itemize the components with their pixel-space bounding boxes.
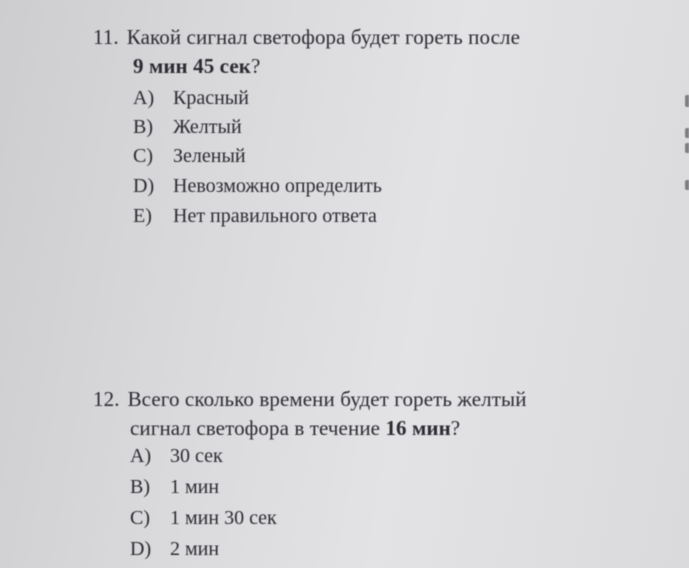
q11-option-d-letter: D) — [133, 175, 155, 197]
q12-option-a-text: 30 сек — [170, 445, 223, 467]
q11-option-c-letter: C) — [133, 145, 153, 167]
question-11-line2 — [133, 52, 260, 80]
question-11-line1 — [93, 23, 520, 51]
q12-option-a-letter: A) — [130, 445, 152, 467]
q12-option-d-letter: D) — [130, 538, 152, 560]
q12-option-b-text: 1 мин — [170, 476, 220, 498]
q11-option-b — [133, 113, 242, 141]
q12-option-c-letter: C) — [130, 507, 150, 529]
question-12-text-cont: сигнал светофора в течение — [130, 416, 386, 440]
q11-option-d — [133, 172, 382, 200]
q11-option-b-letter: B) — [133, 116, 153, 138]
q11-option-a-text: Красный — [173, 87, 249, 109]
question-12-text: Всего сколько времени будет гореть желтый — [127, 387, 527, 411]
q11-option-e-letter: E) — [133, 205, 152, 227]
edge-mark-3 — [685, 143, 689, 153]
q12-option-c — [130, 504, 277, 532]
q11-option-c-text: Зеленый — [173, 145, 246, 167]
q12-option-d-text: 2 мин — [170, 538, 220, 560]
q11-option-a — [133, 84, 249, 112]
q12-option-d — [130, 535, 219, 563]
q12-option-a — [130, 442, 223, 470]
edge-mark-2 — [685, 128, 689, 138]
q12-option-c-text: 1 мин 30 сек — [170, 507, 277, 529]
q11-option-b-text: Желтый — [173, 116, 242, 138]
question-11-mark: ? — [250, 54, 261, 78]
question-11-time: 9 мин 45 сек — [133, 54, 251, 78]
question-12-mark: ? — [450, 416, 461, 440]
question-12-line1 — [93, 385, 527, 413]
question-12-time: 16 мин — [385, 416, 451, 440]
q11-option-c — [133, 142, 246, 170]
edge-mark-1 — [685, 95, 689, 107]
q11-option-e-text: Нет правильного ответа — [173, 205, 377, 227]
q12-option-b — [130, 473, 219, 501]
question-12-line2 — [130, 414, 460, 442]
edge-mark-4 — [685, 180, 689, 190]
q11-option-a-letter: A) — [133, 87, 155, 109]
question-11-text: Какой сигнал светофора будет гореть после — [126, 25, 521, 49]
q12-option-b-letter: B) — [130, 476, 150, 498]
question-12-number: 12. — [93, 387, 120, 411]
q11-option-d-text: Невозможно определить — [173, 175, 382, 197]
question-11-number: 11. — [93, 25, 119, 49]
q11-option-e — [133, 202, 377, 230]
